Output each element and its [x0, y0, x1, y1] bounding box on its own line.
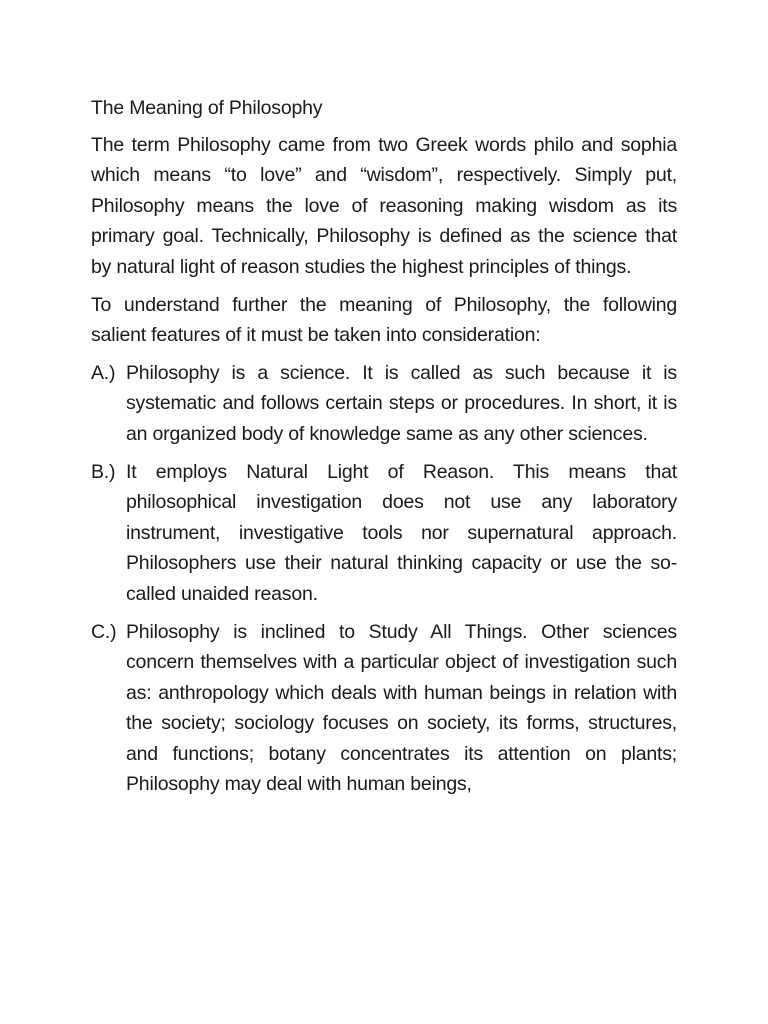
- list-item-a: [91, 358, 677, 450]
- list-marker: B.): [91, 460, 116, 483]
- list-item-c: [91, 617, 677, 801]
- paragraph-definition: The term Philosophy came from two Greek words philo and sophia which means “to love” and “wisdom”, respectively. Simply put, Philosophy means the love of reasoning making wisdom as its primary goal. Technically, Philosophy is defined as the science that by natural light of reason studies the highest principles of things.: [91, 133, 677, 278]
- list-item-b: [91, 457, 677, 610]
- document-title: The Meaning of Philosophy: [91, 97, 323, 119]
- list-marker: C.): [91, 620, 117, 643]
- list-item-text: Philosophy is inclined to Study All Things. Other sciences concern themselves with a particular object of investigation such as: anthropology which deals with human beings in relation with the society; sociology focuses on society, its forms, structures, and functions; botany concentrates its attention on plants; Philosophy may deal with human beings,: [126, 620, 677, 796]
- document-page: [91, 93, 677, 807]
- list-item-text: Philosophy is a science. It is called as such because it is systematic and follows certain steps or procedures. In short, it is an organized body of knowledge same as any other sciences.: [126, 361, 677, 445]
- list-marker: A.): [91, 361, 116, 384]
- list-item-text: It employs Natural Light of Reason. This means that philosophical investigation does not use any laboratory instrument, investigative tools nor supernatural approach. Philosophers use their natural thinking capacity or use the so-called unaided reason.: [126, 460, 677, 605]
- paragraph-intro-features: To understand further the meaning of Philosophy, the following salient features of it must be taken into consideration:: [91, 293, 677, 347]
